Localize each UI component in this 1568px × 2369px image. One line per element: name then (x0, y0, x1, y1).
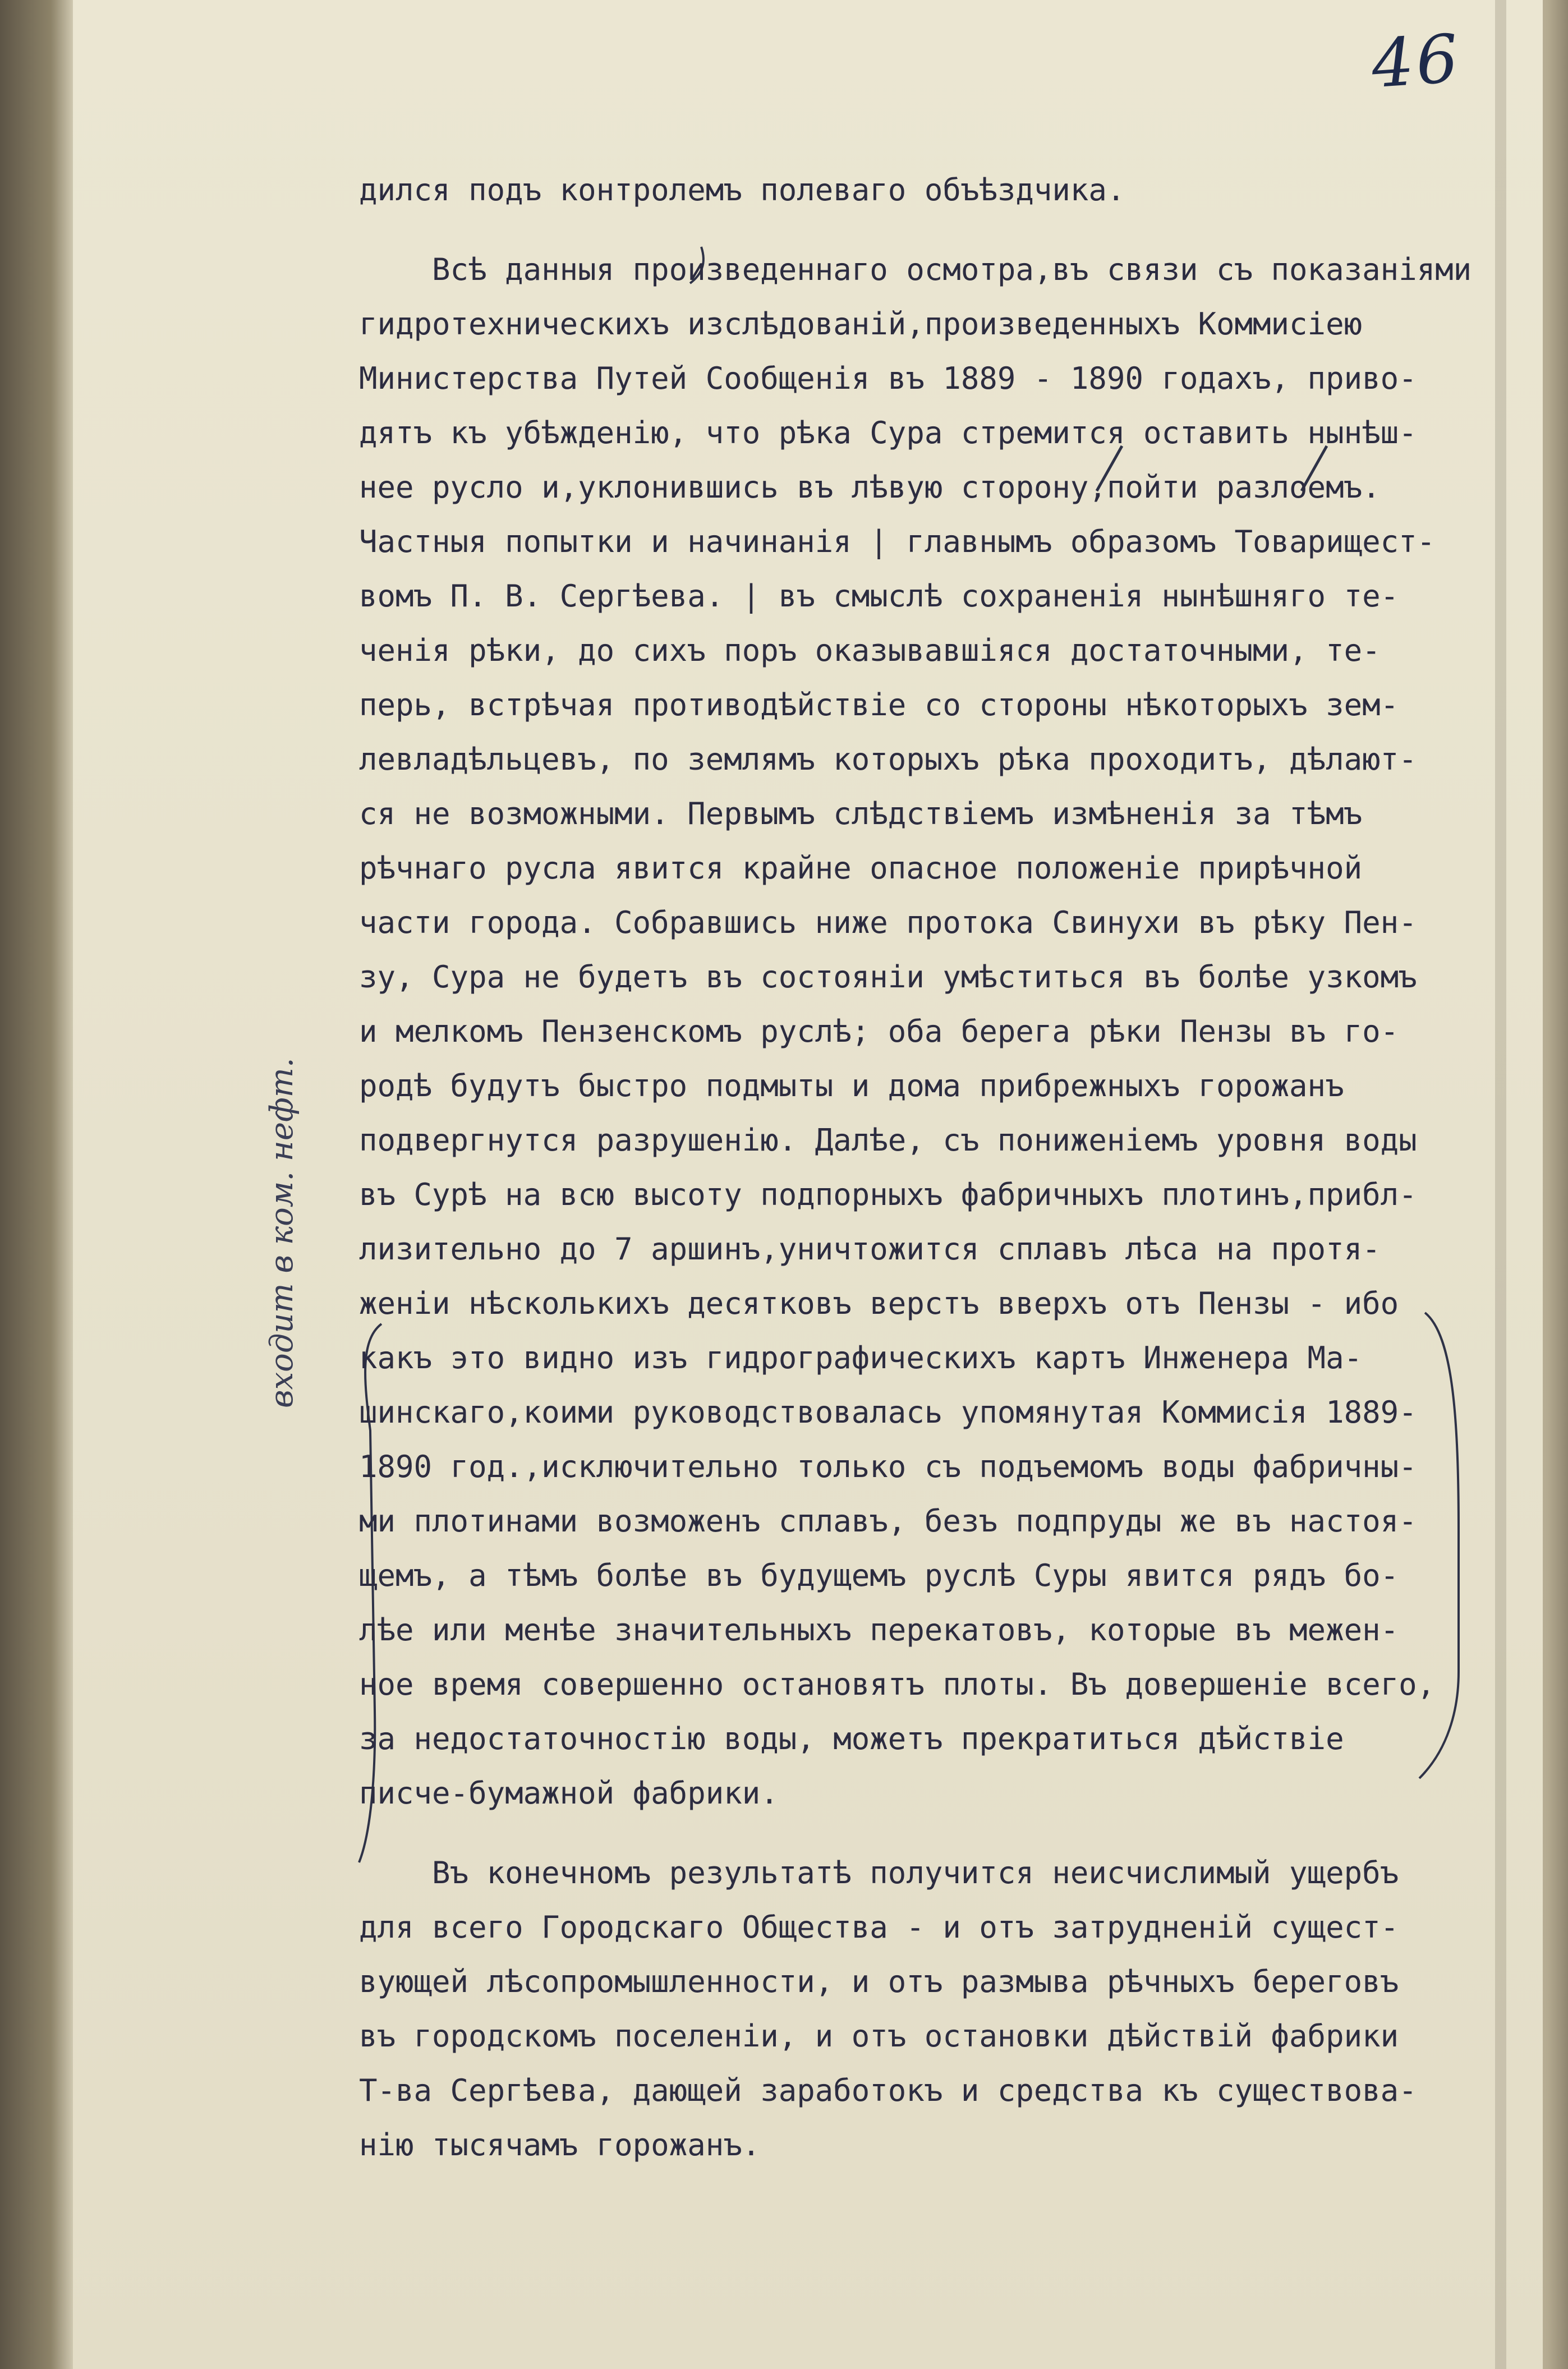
text-line: ное время совершенно остановятъ плоты. Въ довершеніе всего, (359, 1667, 1436, 1702)
previous-page-edge (0, 0, 73, 2369)
text-line: писче-бумажной фабрики. (359, 1775, 779, 1811)
text-line: нію тысячамъ горожанъ. (359, 2127, 761, 2163)
text-line: Въ конечномъ результатѣ получится неисчислимый ущербъ (359, 1855, 1399, 1890)
text-line: за недостаточностію воды, можетъ прекратиться дѣйствіе (359, 1721, 1344, 1756)
text-line: родѣ будутъ быстро подмыты и дома прибрежныхъ горожанъ (359, 1068, 1344, 1103)
text-line: дятъ къ убѣжденію, что рѣка Сура стремится оставить нынѣш- (359, 415, 1417, 450)
text-line: части города. Собравшись ниже протока Свинухи въ рѣку Пен- (359, 905, 1417, 940)
text-line: дился подъ контролемъ полеваго объѣздчика. (359, 172, 1125, 208)
text-line: левладѣльцевъ, по землямъ которыхъ рѣка проходитъ, дѣлают- (359, 742, 1417, 777)
text-line: зу, Сура не будетъ въ состояніи умѣститься въ болѣе узкомъ (359, 959, 1417, 995)
text-line: и мелкомъ Пензенскомъ руслѣ; оба берега рѣки Пензы въ го- (359, 1014, 1399, 1049)
text-line: Частныя попытки и начинанія | главнымъ образомъ Товарищест- (359, 524, 1436, 559)
text-line: въ Сурѣ на всю высоту подпорныхъ фабричныхъ плотинъ,прибл- (359, 1177, 1417, 1212)
typed-body (359, 163, 1515, 2172)
paragraph-1 (359, 163, 1515, 217)
text-line: Министерства Путей Сообщенія въ 1889 - 1890 годахъ, приво- (359, 361, 1417, 396)
text-line: щемъ, а тѣмъ болѣе въ будущемъ руслѣ Суры явится рядъ бо- (359, 1558, 1399, 1593)
text-line: подвергнутся разрушенію. Далѣе, съ пониженіемъ уровня воды (359, 1123, 1417, 1158)
folio-number: 46 (1369, 19, 1463, 103)
text-line: лѣе или менѣе значительныхъ перекатовъ, которые въ межен- (359, 1612, 1399, 1648)
text-line: ми плотинами возможенъ сплавъ, безъ подпруды же въ настоя- (359, 1503, 1417, 1539)
text-line: для всего Городскаго Общества - и отъ затрудненій сущест- (359, 1910, 1399, 1945)
text-line: вомъ П. В. Сергѣева. | въ смыслѣ сохраненія нынѣшняго те- (359, 578, 1399, 614)
text-line: перь, встрѣчая противодѣйствіе со стороны нѣкоторыхъ зем- (359, 687, 1399, 723)
margin-handwritten-note: входит в ком. нефт. (264, 1057, 300, 1408)
text-line: въ городскомъ поселеніи, и отъ остановки дѣйствій фабрики (359, 2018, 1399, 2054)
text-line: какъ это видно изъ гидрографическихъ картъ Инженера Ма- (359, 1340, 1363, 1376)
text-line: шинскаго,коими руководствовалась упомянутая Коммисія 1889- (359, 1395, 1417, 1430)
text-line: ченія рѣки, до сихъ поръ оказывавшіяся достаточными, те- (359, 633, 1381, 668)
text-line: Всѣ данныя произведеннаго осмотра,въ связи съ показаніями (359, 252, 1472, 287)
text-line: рѣчнаго русла явится крайне опасное положеніе прирѣчной (359, 850, 1363, 886)
text-line: лизительно до 7 аршинъ,уничтожится сплавъ лѣса на протя- (359, 1231, 1381, 1267)
paragraph-3 (359, 1846, 1515, 2172)
text-line: гидротехническихъ изслѣдованій,произведенныхъ Коммисіею (359, 306, 1363, 342)
text-line: нее русло и,уклонившись въ лѣвую сторону,пойти разлоемъ. (359, 470, 1381, 505)
text-line: ся не возможными. Первымъ слѣдствіемъ измѣненія за тѣмъ (359, 796, 1363, 831)
text-line: Т-ва Сергѣева, дающей заработокъ и средства къ существова- (359, 2073, 1417, 2108)
paragraph-2 (359, 242, 1515, 1820)
text-line: 1890 год.,исключительно только съ подъемомъ воды фабричны- (359, 1449, 1417, 1484)
text-line: вующей лѣсопромышленности, и отъ размыва рѣчныхъ береговъ (359, 1964, 1399, 1999)
text-line: женіи нѣсколькихъ десятковъ верстъ вверхъ отъ Пензы - ибо (359, 1286, 1399, 1321)
